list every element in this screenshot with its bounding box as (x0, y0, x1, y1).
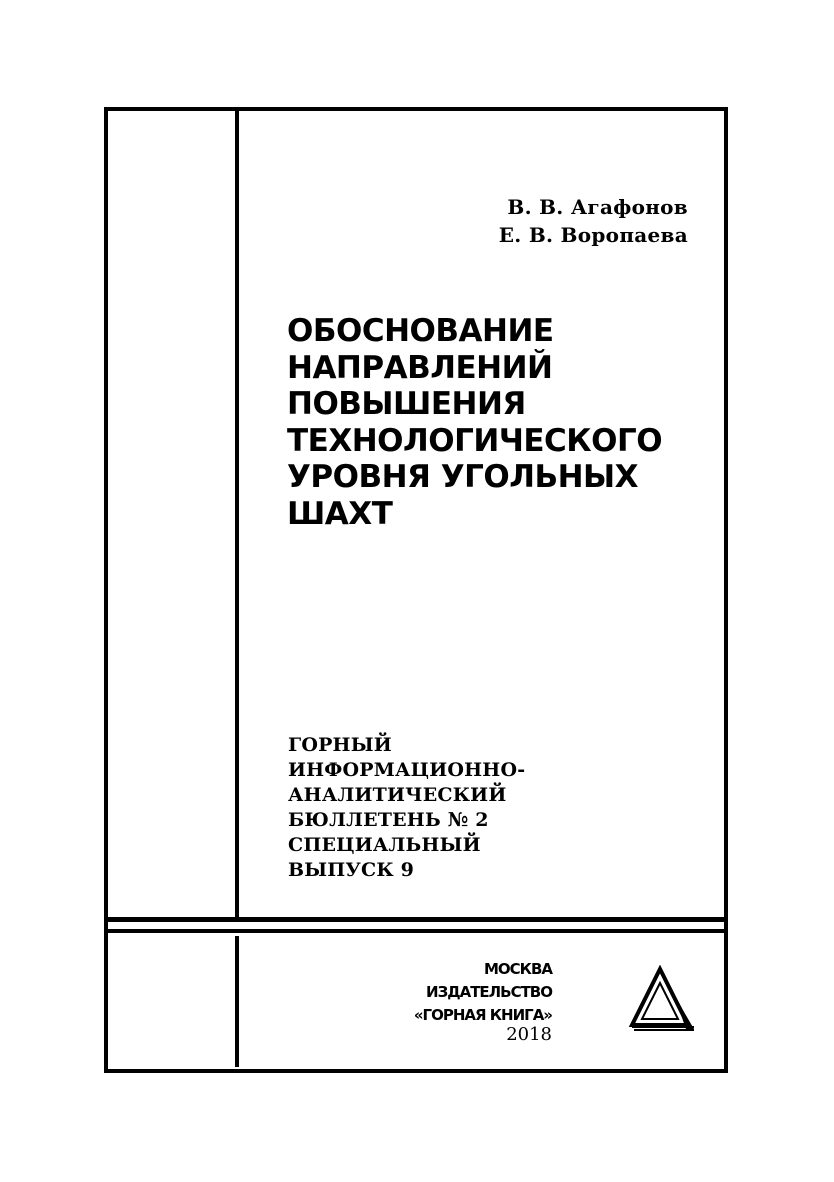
publication-year: 2018 (506, 1024, 552, 1045)
publisher-house-label: ИЗДАТЕЛЬСТВО (426, 983, 552, 1001)
series-line: СПЕЦИАЛЬНЫЙ (288, 834, 481, 856)
title-line: ШАХТ (287, 495, 393, 532)
frame-horizontal-rule-2 (106, 929, 724, 933)
frame-vertical-rule-top (235, 109, 239, 920)
title-line: ОБОСНОВАНИЕ (287, 313, 554, 349)
publisher-house-name: «ГОРНАЯ КНИГА» (413, 1006, 552, 1024)
publisher-city: МОСКВА (484, 960, 552, 978)
series-line: ВЫПУСК 9 (288, 859, 415, 881)
authors-block (499, 193, 688, 249)
title-line: ПОВЫШЕНИЯ (287, 386, 526, 422)
frame-vertical-rule-bottom (235, 936, 239, 1067)
title-line: ТЕХНОЛОГИЧЕСКОГО (287, 422, 663, 459)
series-line: АНАЛИТИЧЕСКИЙ (288, 784, 507, 806)
publisher-triangle-logo-icon (628, 965, 696, 1033)
series-line: БЮЛЛЕТЕНЬ № 2 (288, 809, 489, 831)
frame-horizontal-rule-1 (106, 917, 724, 922)
title-line: НАПРАВЛЕНИЙ (287, 349, 553, 386)
author-name: В. В. Агафонов (507, 195, 688, 219)
book-title (287, 313, 662, 532)
series-block (288, 733, 525, 883)
publisher-block (414, 958, 552, 1027)
title-line: УРОВНЯ УГОЛЬНЫХ (287, 459, 639, 495)
author-name: Е. В. Воропаева (498, 223, 688, 247)
series-line: ИНФОРМАЦИОННО- (288, 759, 526, 781)
series-line: ГОРНЫЙ (288, 734, 392, 756)
